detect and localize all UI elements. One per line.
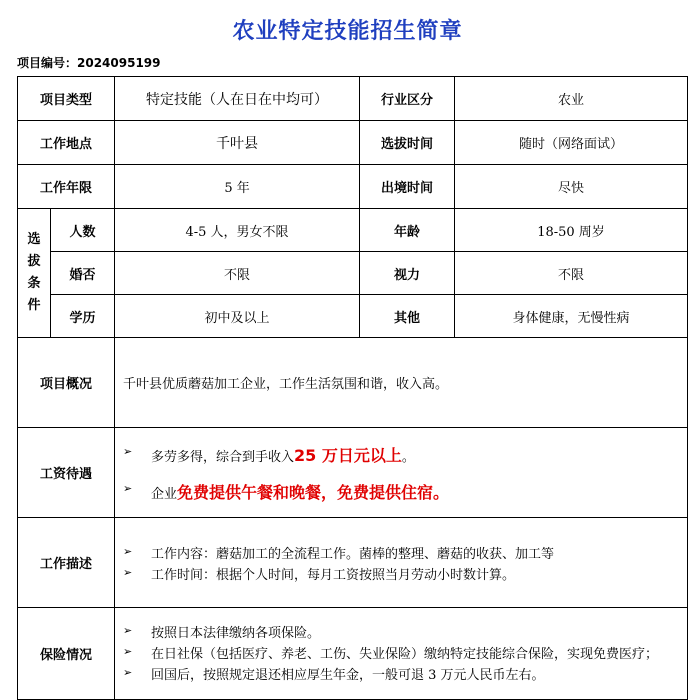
location-value: 千叶县 (115, 121, 360, 165)
arrow-bullet-icon: ➢ (123, 624, 133, 637)
other-label: 其他 (360, 295, 455, 338)
recruitment-table (17, 76, 688, 700)
job-label: 工作描述 (18, 518, 115, 608)
salary-cell (115, 428, 688, 518)
table-row (18, 252, 688, 295)
selection-criteria-label: 选 拔 条 件 (18, 209, 51, 338)
other-value: 身体健康，无慢性病 (455, 295, 688, 338)
years-value: 5 年 (115, 165, 360, 209)
page-title: 农业特定技能招生简章 (232, 19, 463, 44)
list-item: ➢ 工作时间：根据个人时间，每月工资按照当月劳动小时数计算。 (123, 565, 516, 583)
marital-label: 婚否 (51, 252, 115, 295)
table-row (18, 165, 688, 209)
table-row (18, 608, 688, 700)
list-item: ➢ 在日社保（包括医疗、养老、工伤、失业保险）缴纳特定技能综合保险，实现免费医疗； (123, 645, 659, 662)
table-row (18, 121, 688, 165)
age-value: 18-50 周岁 (455, 209, 688, 252)
list-item: ➢ 按照日本法律缴纳各项保险。 (123, 624, 321, 641)
list-item: ➢ 工作内容：蘑菇加工的全流程工作。菌棒的整理、蘑菇的收获、加工等 (123, 544, 555, 562)
vision-label: 视力 (360, 252, 455, 295)
arrow-bullet-icon: ➢ (123, 645, 133, 658)
list-item: ➢ 多劳多得，综合到手收入25 万日元以上。 (123, 444, 415, 465)
headcount-label: 人数 (51, 209, 115, 252)
departure-value: 尽快 (455, 165, 688, 209)
table-row (18, 295, 688, 338)
table-row (18, 77, 688, 121)
vision-value: 不限 (455, 252, 688, 295)
project-number: 项目编号：2024095199 (17, 56, 161, 70)
salary-label: 工资待遇 (18, 428, 115, 518)
education-label: 学历 (51, 295, 115, 338)
project-type-value: 特定技能（人在日在中均可） (115, 77, 360, 121)
table-row (18, 338, 688, 428)
list-item: ➢ 回国后，按照规定退还相应厚生年金，一般可退 3 万元人民币左右。 (123, 666, 545, 683)
overview-label: 项目概况 (18, 338, 115, 428)
industry-value: 农业 (455, 77, 688, 121)
table-row (18, 518, 688, 608)
arrow-bullet-icon: ➢ (123, 544, 133, 558)
project-type-label: 项目类型 (18, 77, 115, 121)
education-value: 初中及以上 (115, 295, 360, 338)
arrow-bullet-icon: ➢ (123, 666, 133, 679)
departure-label: 出境时间 (360, 165, 455, 209)
marital-value: 不限 (115, 252, 360, 295)
job-cell (115, 518, 688, 608)
age-label: 年龄 (360, 209, 455, 252)
table-row (18, 209, 688, 252)
overview-text: 千叶县优质蘑菇加工企业，工作生活氛围和谐，收入高。 (115, 338, 688, 428)
benefits-highlight: 免费提供午餐和晚餐，免费提供住宿。 (177, 482, 450, 502)
selection-time-value: 随时（网络面试） (455, 121, 688, 165)
location-label: 工作地点 (18, 121, 115, 165)
insurance-label: 保险情况 (18, 608, 115, 700)
arrow-bullet-icon: ➢ (123, 481, 133, 495)
list-item: ➢ 企业免费提供午餐和晚餐，免费提供住宿。 (123, 481, 450, 502)
arrow-bullet-icon: ➢ (123, 444, 133, 458)
industry-label: 行业区分 (360, 77, 455, 121)
selection-time-label: 选拔时间 (360, 121, 455, 165)
headcount-value: 4-5 人，男女不限 (115, 209, 360, 252)
years-label: 工作年限 (18, 165, 115, 209)
arrow-bullet-icon: ➢ (123, 565, 133, 579)
insurance-cell (115, 608, 688, 700)
table-row (18, 428, 688, 518)
salary-amount-highlight: 25 万日元以上 (294, 445, 402, 465)
